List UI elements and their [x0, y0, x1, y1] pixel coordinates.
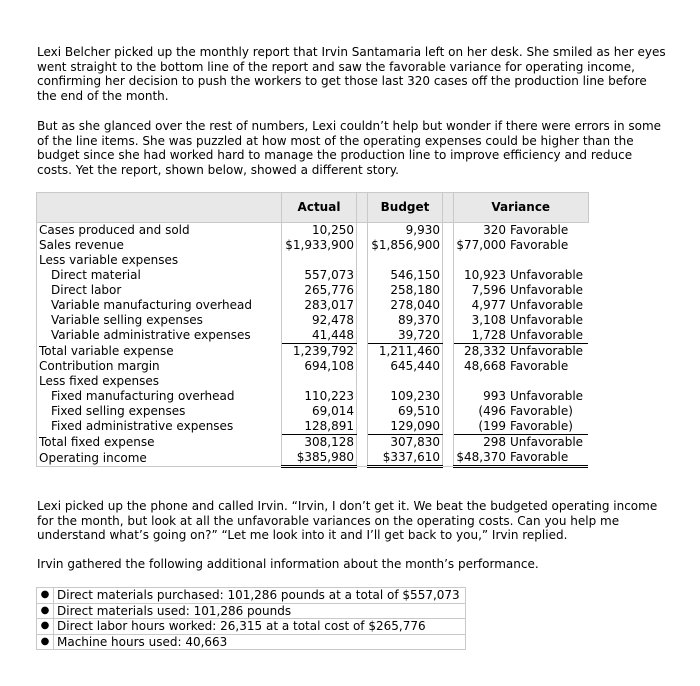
header-budget: Budget: [368, 193, 443, 223]
row-label: Direct material: [37, 268, 282, 283]
fourth-paragraph: Irvin gathered the following additional information about the month’s performance.: [37, 557, 539, 571]
budget-report-table: [36, 192, 589, 468]
table-row: [37, 283, 589, 298]
variance-type-cell: Favorable): [510, 404, 573, 418]
actual-cell: [282, 374, 357, 389]
table-row: [37, 313, 589, 328]
table-row: [37, 389, 589, 404]
variance-type-cell: Unfavorable: [510, 389, 584, 403]
table-row: [37, 435, 589, 451]
variance-type-cell: Unfavorable: [510, 268, 584, 282]
variance-amount-cell: (496: [478, 404, 506, 418]
variance-amount-cell: 10,923: [464, 268, 506, 282]
header-variance: Variance: [454, 193, 589, 223]
budget-cell: $337,610: [368, 450, 443, 467]
variance-type-cell: Unfavorable: [510, 298, 584, 312]
actual-cell: 110,223: [304, 389, 354, 403]
second-paragraph: But as she glanced over the rest of numbers, Lexi couldn’t help but wonder if there were errors in some of the line items. She was puzzled at how most of the operating expenses could be higher than the budget since she had worked hard to manage the production line to improve efficiency and reduce costs. Yet the report, shown below, showed a different story.: [37, 119, 662, 177]
row-label: Less fixed expenses: [37, 374, 282, 389]
list-item: ● Direct materials purchased: 101,286 pounds at a total of $557,073: [37, 588, 466, 604]
variance-amount-cell: 48,668: [464, 359, 506, 373]
budget-cell: 546,150: [390, 268, 440, 282]
info-bullet-list: [36, 587, 466, 650]
budget-cell: 307,830: [390, 435, 440, 449]
table-row: [37, 328, 589, 344]
budget-cell: 89,370: [398, 313, 440, 327]
variance-amount-cell: $77,000: [456, 238, 506, 252]
list-item: ● Direct labor hours worked: 26,315 at a total cost of $265,776: [37, 619, 466, 635]
table-row: [37, 359, 589, 374]
row-label: Contribution margin: [37, 359, 282, 374]
bullet-icon: ●: [37, 619, 54, 635]
table-row: [37, 223, 589, 239]
actual-cell: 308,128: [304, 435, 354, 449]
budget-cell: 278,040: [390, 298, 440, 312]
actual-cell: 10,250: [312, 223, 354, 237]
row-label: Less variable expenses: [37, 253, 282, 268]
variance-amount-cell: 298: [483, 435, 506, 449]
variance-type-cell: Unfavorable: [510, 283, 584, 297]
variance-type-cell: Favorable: [510, 359, 569, 373]
row-label: Variable administrative expenses: [37, 328, 282, 344]
bullet-icon: ●: [37, 588, 54, 604]
bullet-icon: ●: [37, 634, 54, 650]
actual-cell: 557,073: [304, 268, 354, 282]
actual-cell: 1,239,792: [292, 344, 354, 358]
variance-amount-cell: (199: [454, 419, 509, 435]
variance-amount-cell: 320: [483, 223, 506, 237]
variance-type-cell: Unfavorable: [510, 435, 584, 449]
actual-cell: $385,980: [282, 450, 357, 467]
actual-cell: 92,478: [312, 313, 354, 327]
actual-cell: 283,017: [304, 298, 354, 312]
table-row: [37, 238, 589, 253]
actual-cell: 265,776: [304, 283, 354, 297]
table-row: [37, 404, 589, 419]
bullet-icon: ●: [37, 603, 54, 619]
budget-cell: [368, 374, 443, 389]
third-paragraph: Lexi picked up the phone and called Irvin. “Irvin, I don’t get it. We beat the budgeted operating income for the month, but look at all the unfavorable variances on the operating costs. Can you help me understand what’s going on?” “Let me look into it and I’ll get back to you,” Irvin replied.: [37, 499, 658, 543]
table-row: [37, 419, 589, 435]
row-label: Fixed selling expenses: [37, 404, 282, 419]
row-label: Fixed manufacturing overhead: [37, 389, 282, 404]
row-label: Direct labor: [37, 283, 282, 298]
variance-type-cell: [508, 374, 588, 389]
budget-cell: 69,510: [398, 404, 440, 418]
variance-amount-cell: 3,108: [471, 313, 506, 327]
table-row: [37, 268, 589, 283]
row-label: Cases produced and sold: [37, 223, 282, 239]
budget-cell: 645,440: [390, 359, 440, 373]
variance-amount-cell: 4,977: [471, 298, 506, 312]
variance-amount-cell: 7,596: [471, 283, 506, 297]
intro-paragraph: Lexi Belcher picked up the monthly report that Irvin Santamaria left on her desk. She smiled as her eyes went straight to the bottom line of the report and saw the favorable variance for operating income, confirming her decision to push the workers to get those last 320 cases off the production line before the end of the month.: [37, 45, 666, 103]
budget-cell: 9,930: [405, 223, 440, 237]
variance-type-cell: Unfavorable: [510, 344, 584, 358]
table-row: [37, 374, 589, 389]
table-row: [37, 253, 589, 268]
row-label: Sales revenue: [37, 238, 282, 253]
budget-cell: 258,180: [390, 283, 440, 297]
variance-type-cell: Unfavorable: [508, 328, 588, 344]
row-label: Variable selling expenses: [37, 313, 282, 328]
variance-type-cell: Favorable: [510, 223, 569, 237]
variance-amount-cell: 993: [483, 389, 506, 403]
budget-cell: $1,856,900: [371, 238, 440, 252]
variance-type-cell: Unfavorable: [510, 313, 584, 327]
variance-type-cell: Favorable): [508, 419, 588, 435]
table-row: [37, 298, 589, 313]
actual-cell: 694,108: [304, 359, 354, 373]
actual-cell: [282, 253, 357, 268]
row-label: Variable manufacturing overhead: [37, 298, 282, 313]
actual-cell: 69,014: [312, 404, 354, 418]
row-label: Total fixed expense: [37, 435, 282, 451]
variance-amount-cell: 1,728: [454, 328, 509, 344]
budget-cell: 109,230: [390, 389, 440, 403]
table-row: [37, 344, 589, 360]
budget-cell: 129,090: [368, 419, 443, 435]
budget-cell: 1,211,460: [378, 344, 440, 358]
list-item: ● Direct materials used: 101,286 pounds: [37, 603, 466, 619]
row-label: Total variable expense: [37, 344, 282, 360]
table-row: [37, 450, 589, 467]
header-actual: Actual: [282, 193, 357, 223]
table-header-row: [37, 193, 589, 223]
variance-amount-cell: 28,332: [464, 344, 506, 358]
row-label: Fixed administrative expenses: [37, 419, 282, 435]
list-item: ● Machine hours used: 40,663: [37, 634, 466, 650]
variance-amount-cell: $48,370: [454, 450, 509, 467]
actual-cell: 41,448: [282, 328, 357, 344]
variance-type-cell: [508, 253, 588, 268]
variance-type-cell: Favorable: [510, 238, 569, 252]
actual-cell: 128,891: [282, 419, 357, 435]
variance-amount-cell: [454, 374, 509, 389]
variance-amount-cell: [454, 253, 509, 268]
actual-cell: $1,933,900: [285, 238, 354, 252]
budget-cell: 39,720: [368, 328, 443, 344]
row-label: Operating income: [37, 450, 282, 467]
variance-type-cell: Favorable: [508, 450, 588, 467]
budget-cell: [368, 253, 443, 268]
